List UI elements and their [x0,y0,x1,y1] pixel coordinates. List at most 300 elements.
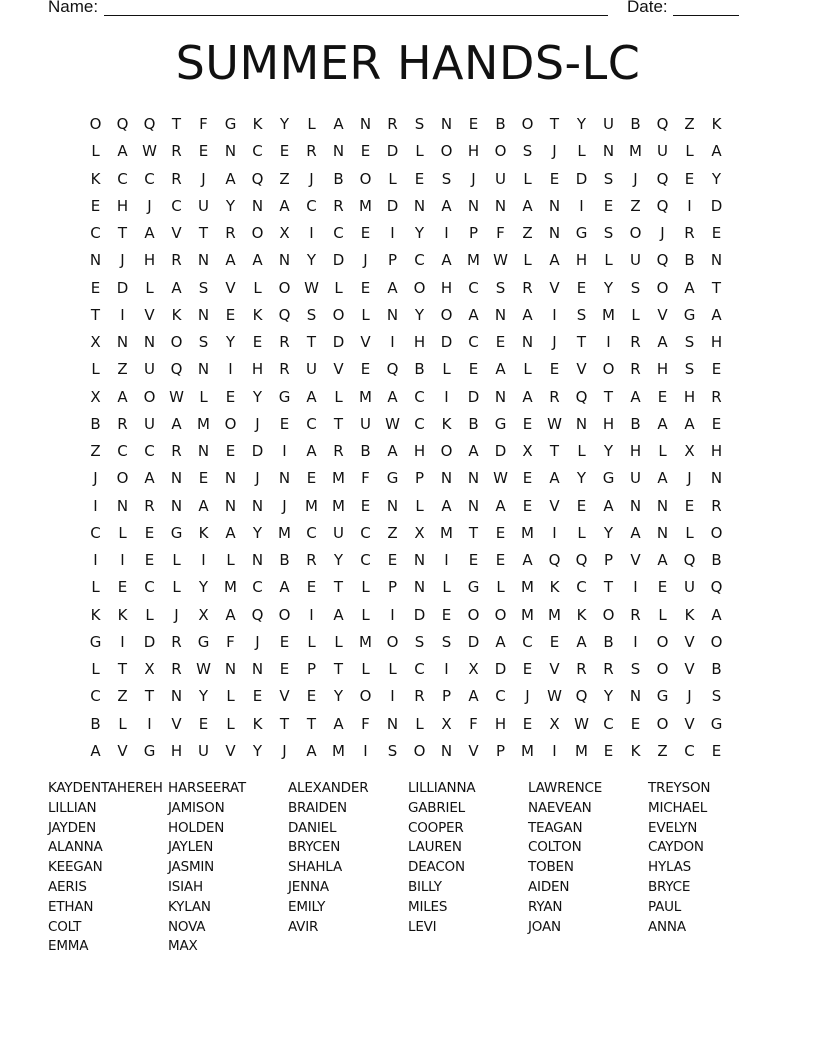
grid-letter[interactable]: Z [684,115,695,134]
grid-letter[interactable]: J [255,469,260,488]
grid-letter[interactable]: T [117,660,128,679]
grid-letter[interactable]: M [629,142,642,161]
grid-letter[interactable]: A [468,442,479,461]
grid-letter[interactable]: E [306,687,317,706]
grid-letter[interactable]: F [496,224,505,243]
grid-letter[interactable]: M [521,578,534,597]
grid-letter[interactable]: O [494,142,507,161]
grid-letter[interactable]: L [118,523,127,542]
grid-letter[interactable]: G [575,224,588,243]
grid-letter[interactable]: S [198,333,209,352]
grid-letter[interactable]: O [521,115,534,134]
grid-letter[interactable]: N [224,469,237,488]
grid-letter[interactable]: I [552,741,557,760]
grid-letter[interactable]: Y [306,251,317,270]
grid-letter[interactable]: J [282,741,287,760]
grid-letter[interactable]: E [414,169,425,188]
grid-letter[interactable]: A [657,551,668,570]
grid-letter[interactable]: S [603,169,614,188]
grid-letter[interactable]: O [386,632,399,651]
grid-letter[interactable]: E [279,632,290,651]
grid-letter[interactable]: O [656,714,669,733]
grid-letter[interactable]: L [172,551,181,570]
grid-letter[interactable]: E [90,278,101,297]
grid-letter[interactable]: B [711,660,722,679]
grid-letter[interactable]: Q [575,387,588,406]
grid-letter[interactable]: B [495,115,506,134]
grid-letter[interactable]: R [414,687,425,706]
grid-letter[interactable]: E [225,387,236,406]
grid-letter[interactable]: S [414,115,425,134]
grid-letter[interactable]: R [576,660,587,679]
grid-letter[interactable]: J [120,251,125,270]
grid-letter[interactable]: S [441,632,452,651]
grid-letter[interactable]: G [197,632,210,651]
grid-letter[interactable]: D [440,333,453,352]
grid-letter[interactable]: E [576,278,587,297]
grid-letter[interactable]: L [523,251,532,270]
grid-letter[interactable]: Z [630,196,641,215]
grid-letter[interactable]: W [385,414,400,433]
grid-letter[interactable]: Y [603,523,614,542]
grid-letter[interactable]: L [91,142,100,161]
grid-letter[interactable]: A [306,387,317,406]
grid-letter[interactable]: P [387,578,398,597]
grid-letter[interactable]: F [361,469,370,488]
grid-letter[interactable]: Y [576,469,587,488]
grid-letter[interactable]: A [306,741,317,760]
grid-letter[interactable]: O [656,660,669,679]
grid-letter[interactable]: L [91,578,100,597]
grid-letter[interactable]: H [116,196,129,215]
grid-letter[interactable]: C [414,660,425,679]
grid-letter[interactable]: K [90,605,101,624]
grid-letter[interactable]: S [198,278,209,297]
grid-letter[interactable]: C [414,387,425,406]
grid-letter[interactable]: H [413,442,426,461]
grid-letter[interactable]: E [360,360,371,379]
grid-letter[interactable]: E [360,142,371,161]
grid-letter[interactable]: M [602,305,615,324]
grid-letter[interactable]: V [171,224,182,243]
grid-letter[interactable]: M [197,414,210,433]
grid-letter[interactable]: M [224,578,237,597]
grid-letter[interactable]: J [255,414,260,433]
grid-letter[interactable]: L [361,660,370,679]
grid-letter[interactable]: S [306,305,317,324]
grid-letter[interactable]: J [552,142,557,161]
grid-letter[interactable]: O [251,224,264,243]
grid-letter[interactable]: K [711,115,722,134]
grid-letter[interactable]: H [467,142,480,161]
grid-letter[interactable]: W [547,687,562,706]
grid-letter[interactable]: N [467,196,480,215]
grid-letter[interactable]: V [117,741,128,760]
grid-letter[interactable]: X [441,714,452,733]
grid-letter[interactable]: E [549,360,560,379]
grid-letter[interactable]: U [144,414,155,433]
grid-letter[interactable]: U [360,414,371,433]
grid-letter[interactable]: X [468,660,479,679]
grid-letter[interactable]: P [441,687,452,706]
grid-letter[interactable]: E [657,578,668,597]
grid-letter[interactable]: L [307,632,316,651]
grid-letter[interactable]: U [144,360,155,379]
grid-letter[interactable]: K [684,605,695,624]
grid-letter[interactable]: R [225,224,236,243]
grid-letter[interactable]: G [683,305,696,324]
grid-letter[interactable]: S [684,333,695,352]
grid-letter[interactable]: Y [414,224,425,243]
grid-letter[interactable]: F [226,632,235,651]
grid-letter[interactable]: P [468,224,479,243]
grid-letter[interactable]: A [144,224,155,243]
grid-letter[interactable]: P [495,741,506,760]
grid-letter[interactable]: E [711,224,722,243]
grid-letter[interactable]: Y [333,687,344,706]
grid-letter[interactable]: A [522,387,533,406]
grid-letter[interactable]: E [495,523,506,542]
grid-letter[interactable]: O [359,687,372,706]
grid-letter[interactable]: V [549,496,560,515]
grid-letter[interactable]: Y [711,169,722,188]
grid-letter[interactable]: N [170,687,183,706]
grid-letter[interactable]: M [332,469,345,488]
grid-letter[interactable]: T [603,578,614,597]
grid-letter[interactable]: L [226,714,235,733]
grid-letter[interactable]: I [309,224,314,243]
grid-letter[interactable]: E [684,169,695,188]
grid-letter[interactable]: A [468,305,479,324]
grid-letter[interactable]: E [198,142,209,161]
grid-letter[interactable]: Q [656,196,669,215]
grid-letter[interactable]: K [252,115,263,134]
grid-letter[interactable]: C [144,578,155,597]
grid-letter[interactable]: M [332,741,345,760]
grid-letter[interactable]: A [171,278,182,297]
grid-letter[interactable]: O [413,278,426,297]
grid-letter[interactable]: O [710,632,723,651]
grid-letter[interactable]: N [602,142,615,161]
grid-letter[interactable]: V [630,551,641,570]
grid-letter[interactable]: O [116,469,129,488]
grid-letter[interactable]: Q [143,115,156,134]
grid-letter[interactable]: R [279,333,290,352]
grid-letter[interactable]: T [333,414,344,433]
grid-letter[interactable]: L [442,360,451,379]
grid-letter[interactable]: P [414,469,425,488]
grid-letter[interactable]: Q [251,169,264,188]
grid-letter[interactable]: W [196,660,211,679]
grid-letter[interactable]: I [201,551,206,570]
grid-letter[interactable]: N [494,305,507,324]
grid-letter[interactable]: D [332,251,345,270]
grid-letter[interactable]: R [630,360,641,379]
grid-letter[interactable]: A [657,414,668,433]
grid-letter[interactable]: X [90,333,101,352]
grid-letter[interactable]: W [142,142,157,161]
grid-letter[interactable]: C [468,333,479,352]
grid-letter[interactable]: Z [657,741,668,760]
grid-letter[interactable]: B [630,115,641,134]
grid-letter[interactable]: O [143,387,156,406]
grid-letter[interactable]: M [359,196,372,215]
grid-letter[interactable]: A [441,496,452,515]
grid-letter[interactable]: L [388,169,397,188]
grid-letter[interactable]: V [279,687,290,706]
grid-letter[interactable]: Y [414,305,425,324]
grid-letter[interactable]: I [552,305,557,324]
grid-letter[interactable]: A [225,251,236,270]
grid-letter[interactable]: K [198,523,209,542]
grid-letter[interactable]: O [440,142,453,161]
grid-letter[interactable]: E [252,687,263,706]
grid-letter[interactable]: J [201,169,206,188]
grid-letter[interactable]: A [387,387,398,406]
grid-letter[interactable]: D [467,632,480,651]
grid-letter[interactable]: I [606,333,611,352]
grid-letter[interactable]: R [630,605,641,624]
grid-letter[interactable]: N [251,551,264,570]
grid-letter[interactable]: E [522,414,533,433]
grid-letter[interactable]: O [278,605,291,624]
grid-letter[interactable]: A [684,278,695,297]
grid-letter[interactable]: E [711,414,722,433]
grid-letter[interactable]: U [603,115,614,134]
grid-letter[interactable]: R [522,278,533,297]
grid-letter[interactable]: T [90,305,101,324]
grid-letter[interactable]: R [630,333,641,352]
grid-letter[interactable]: E [522,469,533,488]
grid-letter[interactable]: T [576,333,587,352]
grid-letter[interactable]: T [171,115,182,134]
grid-letter[interactable]: E [522,496,533,515]
grid-letter[interactable]: C [306,414,317,433]
grid-letter[interactable]: B [603,632,614,651]
grid-letter[interactable]: A [549,469,560,488]
grid-letter[interactable]: E [684,496,695,515]
grid-letter[interactable]: D [386,142,399,161]
grid-letter[interactable]: N [386,714,399,733]
grid-letter[interactable]: X [144,660,155,679]
grid-letter[interactable]: D [710,196,723,215]
grid-letter[interactable]: D [332,333,345,352]
grid-letter[interactable]: C [522,632,533,651]
grid-letter[interactable]: L [415,142,424,161]
grid-letter[interactable]: A [495,496,506,515]
grid-letter[interactable]: E [279,414,290,433]
grid-letter[interactable]: A [333,714,344,733]
grid-letter[interactable]: H [413,333,426,352]
grid-letter[interactable]: Y [576,115,587,134]
grid-letter[interactable]: P [306,660,317,679]
grid-letter[interactable]: C [90,687,101,706]
grid-letter[interactable]: R [171,142,182,161]
grid-letter[interactable]: L [577,142,586,161]
grid-letter[interactable]: E [711,360,722,379]
grid-letter[interactable]: R [171,251,182,270]
grid-letter[interactable]: Q [278,305,291,324]
grid-letter[interactable]: M [521,523,534,542]
grid-letter[interactable]: S [495,278,506,297]
grid-letter[interactable]: A [387,442,398,461]
grid-letter[interactable]: I [687,196,692,215]
grid-letter[interactable]: N [629,687,642,706]
grid-letter[interactable]: Y [603,687,614,706]
grid-letter[interactable]: C [117,169,128,188]
grid-letter[interactable]: L [523,360,532,379]
grid-letter[interactable]: G [602,469,615,488]
grid-letter[interactable]: L [442,578,451,597]
grid-letter[interactable]: O [278,278,291,297]
grid-letter[interactable]: O [440,305,453,324]
grid-letter[interactable]: R [144,496,155,515]
name-field[interactable] [104,0,608,16]
grid-letter[interactable]: A [711,305,722,324]
grid-letter[interactable]: N [89,251,102,270]
grid-letter[interactable]: M [521,741,534,760]
grid-letter[interactable]: D [413,605,426,624]
grid-letter[interactable]: L [226,687,235,706]
grid-letter[interactable]: B [360,442,371,461]
grid-letter[interactable]: L [577,442,586,461]
grid-letter[interactable]: Q [170,360,183,379]
grid-letter[interactable]: N [332,142,345,161]
grid-letter[interactable]: W [304,278,319,297]
grid-letter[interactable]: H [170,741,183,760]
grid-letter[interactable]: Q [656,115,669,134]
grid-letter[interactable]: C [360,523,371,542]
grid-letter[interactable]: E [252,333,263,352]
grid-letter[interactable]: T [306,333,317,352]
grid-letter[interactable]: V [576,360,587,379]
grid-letter[interactable]: P [387,251,398,270]
grid-letter[interactable]: R [306,142,317,161]
grid-letter[interactable]: K [117,605,128,624]
grid-letter[interactable]: O [629,224,642,243]
grid-letter[interactable]: U [495,169,506,188]
grid-letter[interactable]: O [440,442,453,461]
grid-letter[interactable]: C [333,224,344,243]
grid-letter[interactable]: S [441,169,452,188]
grid-letter[interactable]: L [334,387,343,406]
grid-letter[interactable]: C [306,196,317,215]
grid-letter[interactable]: N [359,115,372,134]
grid-letter[interactable]: N [278,469,291,488]
grid-letter[interactable]: L [685,142,694,161]
grid-letter[interactable]: O [710,523,723,542]
grid-letter[interactable]: M [359,387,372,406]
grid-letter[interactable]: N [575,414,588,433]
grid-letter[interactable]: A [117,142,128,161]
grid-letter[interactable]: Z [117,360,128,379]
grid-letter[interactable]: I [228,360,233,379]
grid-letter[interactable]: J [93,469,98,488]
grid-letter[interactable]: W [169,387,184,406]
grid-letter[interactable]: R [333,196,344,215]
grid-letter[interactable]: J [174,605,179,624]
grid-letter[interactable]: E [90,196,101,215]
grid-letter[interactable]: R [279,360,290,379]
grid-letter[interactable]: E [198,714,209,733]
grid-letter[interactable]: G [386,469,399,488]
grid-letter[interactable]: K [576,605,587,624]
grid-letter[interactable]: P [603,551,614,570]
grid-letter[interactable]: S [387,741,398,760]
grid-letter[interactable]: Y [603,278,614,297]
grid-letter[interactable]: A [711,605,722,624]
grid-letter[interactable]: I [444,387,449,406]
grid-letter[interactable]: A [333,605,344,624]
grid-letter[interactable]: O [332,305,345,324]
grid-letter[interactable]: L [145,278,154,297]
grid-letter[interactable]: G [170,523,183,542]
grid-letter[interactable]: I [444,551,449,570]
grid-letter[interactable]: V [684,660,695,679]
grid-letter[interactable]: Q [116,115,129,134]
grid-letter[interactable]: Q [548,551,561,570]
date-field[interactable] [673,0,739,16]
grid-letter[interactable]: I [444,224,449,243]
grid-letter[interactable]: N [224,496,237,515]
grid-letter[interactable]: S [522,142,533,161]
grid-letter[interactable]: I [93,551,98,570]
grid-letter[interactable]: S [603,224,614,243]
grid-letter[interactable]: F [199,115,208,134]
grid-letter[interactable]: N [197,251,210,270]
grid-letter[interactable]: O [467,605,480,624]
grid-letter[interactable]: N [548,224,561,243]
grid-letter[interactable]: J [255,632,260,651]
grid-letter[interactable]: E [198,469,209,488]
grid-letter[interactable]: T [333,578,344,597]
grid-letter[interactable]: S [684,360,695,379]
grid-letter[interactable]: E [468,115,479,134]
grid-letter[interactable]: N [548,196,561,215]
grid-letter[interactable]: E [468,551,479,570]
grid-letter[interactable]: E [279,660,290,679]
grid-letter[interactable]: A [90,741,101,760]
grid-letter[interactable]: T [198,224,209,243]
grid-letter[interactable]: U [684,578,695,597]
grid-letter[interactable]: G [656,687,669,706]
grid-letter[interactable]: S [711,687,722,706]
grid-letter[interactable]: E [441,605,452,624]
grid-letter[interactable]: L [523,169,532,188]
grid-letter[interactable]: X [198,605,209,624]
grid-letter[interactable]: J [309,169,314,188]
grid-letter[interactable]: A [279,578,290,597]
grid-letter[interactable]: E [522,660,533,679]
grid-letter[interactable]: I [444,660,449,679]
grid-letter[interactable]: Y [603,442,614,461]
grid-letter[interactable]: N [413,551,426,570]
grid-letter[interactable]: J [687,469,692,488]
grid-letter[interactable]: S [630,660,641,679]
grid-letter[interactable]: A [630,523,641,542]
grid-letter[interactable]: E [306,578,317,597]
grid-letter[interactable]: R [549,387,560,406]
grid-letter[interactable]: I [390,687,395,706]
grid-letter[interactable]: C [360,551,371,570]
grid-letter[interactable]: R [306,551,317,570]
grid-letter[interactable]: N [197,360,210,379]
grid-letter[interactable]: V [225,741,236,760]
grid-letter[interactable]: A [117,387,128,406]
grid-letter[interactable]: E [117,578,128,597]
grid-letter[interactable]: G [278,387,291,406]
grid-letter[interactable]: R [171,442,182,461]
